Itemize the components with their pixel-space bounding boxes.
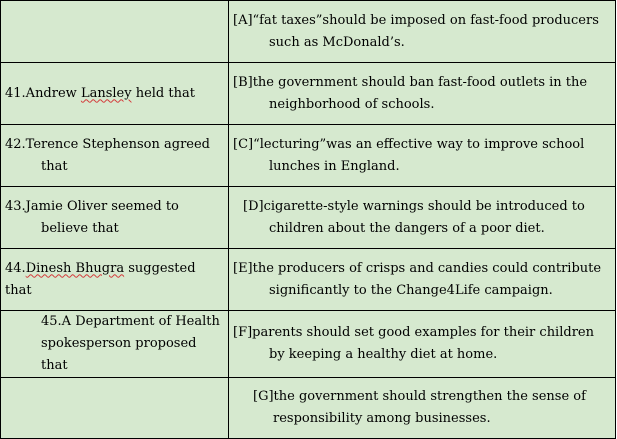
question-text-continued: spokesperson proposed that	[41, 336, 197, 373]
table-row	[1, 311, 616, 378]
question-44-cell	[1, 249, 229, 311]
question-text-continued: believe that	[41, 220, 119, 236]
table-row	[1, 125, 616, 187]
table-row	[1, 63, 616, 125]
option-text-continued: children about the dangers of a poor diet.	[269, 220, 545, 236]
option-text: [D]cigarette-style warnings should be introduced to	[243, 198, 585, 214]
option-a-cell	[229, 1, 616, 63]
option-c-cell	[229, 125, 616, 187]
question-text: held that	[131, 85, 195, 101]
option-g-cell	[229, 378, 616, 439]
option-text-continued: such as McDonald’s.	[269, 34, 405, 50]
table-row	[1, 249, 616, 311]
empty-cell	[1, 378, 229, 439]
option-text: [F]parents should set good examples for their children	[233, 325, 594, 340]
option-text: [B]the government should ban fast-food outlets in the	[233, 74, 588, 90]
option-text: [A]“fat taxes”should be imposed on fast-food producers	[233, 12, 599, 28]
option-text-continued: by keeping a healthy diet at home.	[269, 347, 498, 362]
option-text-continued: lunches in England.	[269, 158, 400, 174]
option-text: [C]“lecturing”was an effective way to improve school	[233, 136, 585, 152]
option-b-cell	[229, 63, 616, 125]
question-41-cell	[1, 63, 229, 125]
option-text-continued: significantly to the Change4Life campaign.	[269, 282, 553, 298]
table-row	[1, 1, 616, 63]
question-text: 43.Jamie Oliver seemed to	[5, 198, 179, 214]
table-row	[1, 378, 616, 439]
question-42-cell	[1, 125, 229, 187]
table-row	[1, 187, 616, 249]
question-number-label: 44.	[5, 260, 26, 276]
person-name: Dinesh Bhugra	[25, 260, 125, 276]
question-number-label: 41.Andrew	[5, 85, 81, 101]
option-f-cell	[229, 311, 616, 378]
question-43-cell	[1, 187, 229, 249]
option-d-cell	[229, 187, 616, 249]
option-text-continued: responsibility among businesses.	[273, 411, 491, 426]
option-text: [E]the producers of crisps and candies could contribute	[233, 260, 602, 276]
question-text-continued: that	[41, 158, 68, 174]
question-text: 45.A Department of Health	[41, 314, 220, 329]
option-text-continued: neighborhood of schools.	[269, 96, 435, 112]
empty-cell	[1, 1, 229, 63]
option-text: [G]the government should strengthen the sense of	[253, 389, 586, 404]
option-e-cell	[229, 249, 616, 311]
question-45-cell	[1, 311, 229, 378]
question-text: suggested that	[5, 260, 196, 298]
question-text: 42.Terence Stephenson agreed	[5, 136, 210, 152]
person-name: Lansley	[80, 85, 132, 101]
